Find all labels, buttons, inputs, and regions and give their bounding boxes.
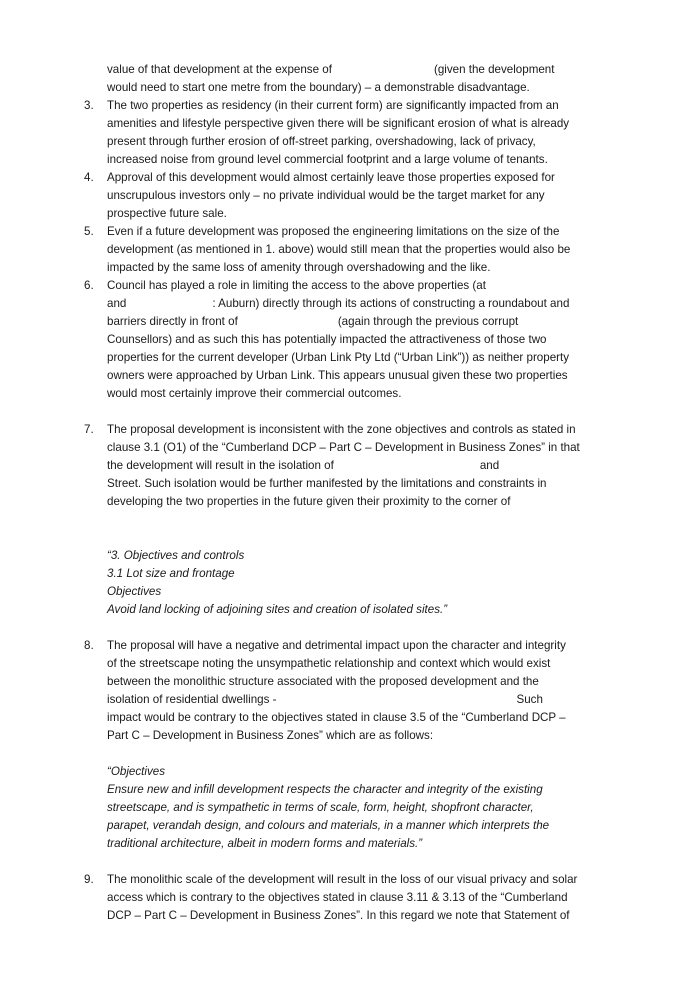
- body-line: impact would be contrary to the objectives stated in clause 3.5 of the “Cumberland DCP –: [107, 711, 566, 724]
- text-fragment: and: [479, 459, 500, 472]
- quote-line: streetscape, and is sympathetic in terms of scale, form, height, shopfront character,: [107, 801, 534, 814]
- list-number: 4.: [84, 171, 94, 184]
- quote-line: “Objectives: [107, 765, 165, 778]
- quote-line: parapet, verandah design, and colours and materials, in a manner which interprets the: [107, 819, 550, 832]
- body-line: [107, 457, 499, 475]
- body-line: between the monolithic structure associated with the proposed development and the: [107, 675, 539, 688]
- body-line: The monolithic scale of the development will result in the loss of our visual privacy and solar: [107, 873, 578, 886]
- text-fragment: Such: [516, 693, 543, 706]
- body-line: developing the two properties in the future given their proximity to the corner of: [107, 495, 511, 508]
- body-line: unscrupulous investors only – no private individual would be the target market for any: [107, 189, 545, 202]
- list-number: 6.: [84, 279, 94, 292]
- text-fragment: : Auburn) directly through its actions of constructing a roundabout and: [212, 297, 570, 310]
- body-line: Even if a future development was proposed the engineering limitations on the size of the: [107, 225, 560, 238]
- body-line: Counsellors) and as such this has potentially impacted the attractiveness of those two: [107, 333, 547, 346]
- body-line: [107, 295, 569, 313]
- body-line: The two properties as residency (in their current form) are significantly impacted from an: [107, 99, 559, 112]
- body-line: Approval of this development would almost certainly leave those properties exposed for: [107, 171, 555, 184]
- text-fragment: and: [107, 297, 127, 310]
- body-line: impacted by the same loss of amenity through overshadowing and the like.: [107, 261, 491, 274]
- body-line: would most certainly improve their commercial outcomes.: [107, 387, 402, 400]
- body-line: increased noise from ground level commercial footprint and a large volume of tenants.: [107, 153, 548, 166]
- text-fragment: the development will result in the isolation of: [107, 459, 334, 472]
- quote-line: 3.1 Lot size and frontage: [107, 567, 235, 580]
- body-line: Part C – Development in Business Zones” which are as follows:: [107, 729, 434, 742]
- text-fragment: (again through the previous corrupt: [337, 315, 519, 328]
- text-fragment: barriers directly in front of: [107, 315, 238, 328]
- list-number: 9.: [84, 873, 94, 886]
- body-line: [107, 313, 518, 331]
- body-line: access which is contrary to the objectives stated in clause 3.11 & 3.13 of the “Cumberland: [107, 891, 568, 904]
- body-line: amenities and lifestyle perspective given there will be significant erosion of what is already: [107, 117, 570, 130]
- body-line: properties for the current developer (Urban Link Pty Ltd (“Urban Link”)) as neither property: [107, 351, 570, 364]
- body-line: prospective future sale.: [107, 207, 227, 220]
- body-line: [107, 61, 554, 79]
- quote-line: Ensure new and infill development respects the character and integrity of the existing: [107, 783, 543, 796]
- body-line: owners were approached by Urban Link. This appears unusual given these two properties: [107, 369, 568, 382]
- body-line: present through further erosion of off-street parking, overshadowing, lack of privacy,: [107, 135, 536, 148]
- quote-line: “3. Objectives and controls: [107, 549, 245, 562]
- list-number: 5.: [84, 225, 94, 238]
- text-fragment: (given the development: [433, 63, 555, 76]
- body-line: Council has played a role in limiting the access to the above properties (at: [107, 279, 486, 292]
- body-line: of the streetscape noting the unsympathetic relationship and context which would exist: [107, 657, 551, 670]
- text-fragment: value of that development at the expense of: [107, 63, 332, 76]
- body-line: The proposal development is inconsistent with the zone objectives and controls as stated in: [107, 423, 576, 436]
- quote-line: traditional architecture, albeit in modern forms and materials.”: [107, 837, 423, 850]
- list-number: 3.: [84, 99, 94, 112]
- list-number: 7.: [84, 423, 94, 436]
- quote-line: Avoid land locking of adjoining sites and creation of isolated sites.”: [107, 603, 448, 616]
- body-line: DCP – Part C – Development in Business Zones”. In this regard we note that Statement of: [107, 909, 570, 922]
- body-line: development (as mentioned in 1. above) would still mean that the properties would also be: [107, 243, 571, 256]
- text-fragment: isolation of residential dwellings -: [107, 693, 277, 706]
- body-line: Street. Such isolation would be further manifested by the limitations and constraints in: [107, 477, 547, 490]
- body-line: [107, 691, 543, 709]
- body-line: clause 3.1 (O1) of the “Cumberland DCP – Part C – Development in Business Zones” in that: [107, 441, 580, 454]
- body-line: The proposal will have a negative and detrimental impact upon the character and integrity: [107, 639, 566, 652]
- quote-line: Objectives: [107, 585, 162, 598]
- list-number: 8.: [84, 639, 94, 652]
- body-line: would need to start one metre from the boundary) – a demonstrable disadvantage.: [107, 81, 530, 94]
